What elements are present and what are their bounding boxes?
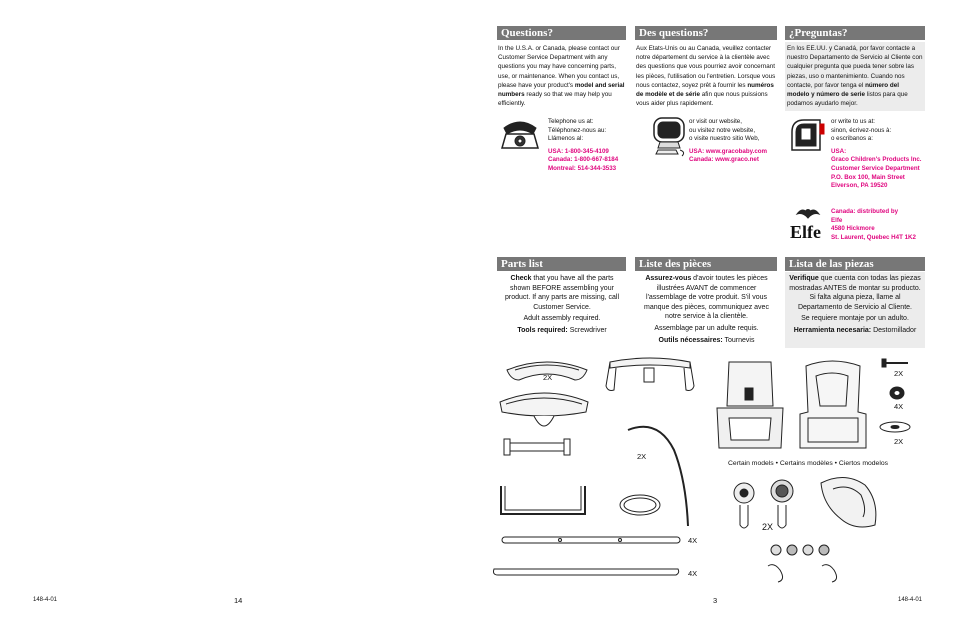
qty-tube-2: 4X xyxy=(688,569,698,578)
telephone-icon xyxy=(500,118,540,152)
parts-header-en: Parts list xyxy=(497,257,626,271)
elfe-logo xyxy=(789,206,825,246)
tube-part-icon-1 xyxy=(500,534,682,546)
mailbox-icon xyxy=(790,118,826,152)
qty-toys: 2X xyxy=(762,522,774,532)
base-frame-icon xyxy=(497,484,589,520)
contact-web: or visit our website, ou visitez notre website, o visite nuestro sitio Web, USA: www.gracobaby.com Canada: www.graco.net xyxy=(689,118,779,165)
tray-arm-icon xyxy=(604,356,696,396)
contact-mail: or write to us at: sinon, écrivez-nous à: o escribanos a: USA: Graco Children's Products Inc. Customer Service Department P.O. Box 100, Main Street Elverson, PA 19520 xyxy=(831,118,922,190)
qty-screw: 2X xyxy=(894,369,904,378)
bar-part-icon xyxy=(502,435,572,459)
seat-frame-icon xyxy=(715,358,785,450)
phone-usa: USA: 1-800-345-4109 xyxy=(548,147,609,155)
phone-montreal: Montreal: 514-344-3533 xyxy=(548,164,617,172)
parts-header-es: Lista de las piezas xyxy=(785,257,925,271)
toy-beads-icon xyxy=(762,540,842,586)
qty-washer: 2X xyxy=(894,437,904,446)
footer-page-right: 3 xyxy=(713,596,718,605)
parts-body-es: Verifique que cuenta con todas las piezas mostradas ANTES de montar su producto. Si falta alguna pieza, llame al Departamento de Servicio al Cliente. Se requiere montaje por un adulto. Herramienta necesaria: Destornillador xyxy=(785,272,925,348)
contact-canada-distributor: Canada: distributed by Elfe 4580 Hickmore St. Laurent, Quebec H4T 1K2 xyxy=(831,208,916,241)
questions-header-es: ¿Preguntas? xyxy=(785,26,925,40)
web-canada-link[interactable]: Canada: www.graco.net xyxy=(689,156,759,164)
computer-icon xyxy=(650,116,690,158)
footer-code-left: 148-4-01 xyxy=(33,597,58,603)
nut-icon xyxy=(888,385,906,401)
qty-tube-1: 4X xyxy=(688,536,698,545)
questions-header-fr: Des questions? xyxy=(635,26,777,40)
footer-code-right: 148-4-01 xyxy=(898,597,923,603)
infant-insert-icon xyxy=(815,475,881,531)
footer-page-left: 14 xyxy=(234,596,243,605)
questions-body-en: In the U.S.A. or Canada, please contact our Customer Service Department with any questions you may have concerning parts, use, or maintenance. When you contact us, please have your product's model and serial numbers ready so that we may help you efficiently. xyxy=(498,45,625,108)
ring-part-icon xyxy=(618,492,662,518)
qty-tray: 2X xyxy=(543,373,553,382)
parts-body-fr: Assurez-vous d'avoir toutes les pièces illustrées AVANT de commencer l'assemblage de votre produit. S'il vous manque des pièces, communiquez avec notre service à la clientèle. Assemblage par un adulte requis. Outils nécessaires: Tournevis xyxy=(644,275,769,344)
washer-icon xyxy=(878,420,912,434)
parts-body-en: Check that you have all the parts shown BEFORE assembling your product. If any parts are missing, call Customer Service. Adult assembly required. Tools required: Screwdriver xyxy=(505,275,619,334)
phone-canada: Canada: 1-800-667-8184 xyxy=(548,156,619,164)
tube-part-icon-2 xyxy=(490,565,682,579)
certain-models-label: Certain models • Certains modèles • Ciertos modelos xyxy=(728,460,889,467)
parts-header-fr: Liste des pièces xyxy=(635,257,777,271)
qty-nut: 4X xyxy=(894,402,904,411)
questions-body-fr: Aux Etats-Unis ou au Canada, veuillez contacter notre département du service à la clientèle avec des questions que vous pourriez avoir concernant les pièces, l'utilisation ou l'entretien. Lorsque vous nous contactez, soyez prêt à fournir les numéros de modèle et de série afin que nous puissions vous aider plus rapidement. xyxy=(636,45,776,108)
qty-rod: 2X xyxy=(637,452,647,461)
tray-with-cup-icon xyxy=(498,390,590,436)
contact-phone: Telephone us at: Téléphonez-nous au: Llámenos al: USA: 1-800-345-4109 Canada: 1-800-667-8184 Montreal: 514-344-3533 xyxy=(548,118,638,174)
questions-header-en: Questions? xyxy=(497,26,626,40)
elfe-logo-text: Elfe xyxy=(790,222,821,242)
seat-pad-icon xyxy=(796,356,870,452)
screw-icon xyxy=(880,358,910,368)
web-usa-link[interactable]: USA: www.gracobaby.com xyxy=(689,147,768,155)
questions-body-es: En los EE.UU. y Canadá, por favor contacte a nuestro Departamento de Servicio al Cliente con cualquier pregunta que pueda tener sobre las piezas, uso o mantenimiento. Cuando nos contacte, por favor tenga el número del modelo y número de serie listos para que podamos ayudarlo mejor. xyxy=(785,42,925,111)
